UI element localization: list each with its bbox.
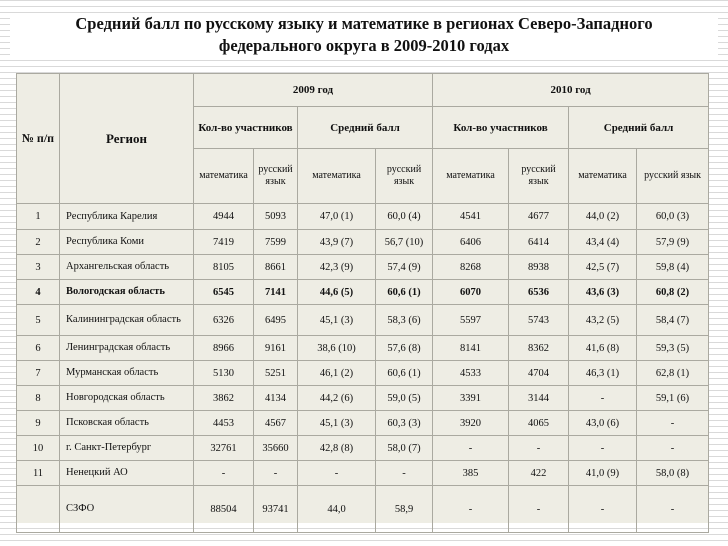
cell-region: Новгородская область (60, 386, 194, 411)
cell-value: 46,1 (2) (298, 361, 376, 386)
cell-region: Мурманская область (60, 361, 194, 386)
cell-value: 5743 (509, 305, 569, 336)
cell-value: 3144 (509, 386, 569, 411)
cell-region: Ленинградская область (60, 336, 194, 361)
cell-value: 38,6 (10) (298, 336, 376, 361)
col-header-participants-2010: Кол-во участников (433, 107, 569, 149)
sub-header-russian: русский язык (254, 149, 298, 204)
cell-value: - (637, 486, 709, 533)
cell-value: 5597 (433, 305, 509, 336)
cell-value: 4065 (509, 411, 569, 436)
cell-value: - (569, 486, 637, 533)
cell-value: 47,0 (1) (298, 204, 376, 230)
table-row (17, 461, 709, 486)
cell-value: 43,0 (6) (569, 411, 637, 436)
cell-value: 58,4 (7) (637, 305, 709, 336)
cell-region: Архангельская область (60, 255, 194, 280)
col-header-2009: 2009 год (194, 74, 433, 107)
cell-region: Республика Карелия (60, 204, 194, 230)
cell-value: 35660 (254, 436, 298, 461)
cell-value: 59,0 (5) (376, 386, 433, 411)
sub-header-math: математика (298, 149, 376, 204)
cell-number: 6 (17, 336, 60, 361)
cell-value: 6495 (254, 305, 298, 336)
cell-value: 5251 (254, 361, 298, 386)
cell-value: - (433, 436, 509, 461)
cell-value: 43,2 (5) (569, 305, 637, 336)
cell-value: 5130 (194, 361, 254, 386)
cell-number: 10 (17, 436, 60, 461)
cell-value: 8141 (433, 336, 509, 361)
cell-value: 4533 (433, 361, 509, 386)
cell-value: - (509, 436, 569, 461)
cell-value: 4541 (433, 204, 509, 230)
cell-value: 45,1 (3) (298, 411, 376, 436)
cell-value: 60,0 (3) (637, 204, 709, 230)
cell-region: Калининградская область (60, 305, 194, 336)
cell-value: - (433, 486, 509, 533)
cell-value: - (254, 461, 298, 486)
cell-value: - (194, 461, 254, 486)
cell-value: 32761 (194, 436, 254, 461)
cell-value: 7599 (254, 230, 298, 255)
sub-header-russian: русский язык (376, 149, 433, 204)
cell-value: 4677 (509, 204, 569, 230)
table-row (17, 411, 709, 436)
cell-value: 58,0 (8) (637, 461, 709, 486)
cell-value: 385 (433, 461, 509, 486)
cell-value: 44,0 (2) (569, 204, 637, 230)
cell-value: 42,8 (8) (298, 436, 376, 461)
cell-value: 60,6 (1) (376, 361, 433, 386)
cell-number (17, 486, 60, 533)
cell-value: - (298, 461, 376, 486)
cell-value: 59,8 (4) (637, 255, 709, 280)
cell-value: 4567 (254, 411, 298, 436)
cell-number: 3 (17, 255, 60, 280)
cell-value: 8966 (194, 336, 254, 361)
cell-value: 44,2 (6) (298, 386, 376, 411)
cell-value: 43,6 (3) (569, 280, 637, 305)
cell-region: г. Санкт-Петербург (60, 436, 194, 461)
cell-value: 44,0 (298, 486, 376, 533)
cell-value: 56,7 (10) (376, 230, 433, 255)
cell-value: 57,9 (9) (637, 230, 709, 255)
cell-number: 8 (17, 386, 60, 411)
results-table-container (16, 73, 708, 523)
cell-value: 57,6 (8) (376, 336, 433, 361)
table-row (17, 436, 709, 461)
cell-region: Ненецкий АО (60, 461, 194, 486)
col-header-avg-2010: Средний балл (569, 107, 709, 149)
cell-number: 1 (17, 204, 60, 230)
cell-region: Вологодская область (60, 280, 194, 305)
cell-number: 7 (17, 361, 60, 386)
table-row (17, 230, 709, 255)
table-row (17, 386, 709, 411)
cell-value: 422 (509, 461, 569, 486)
cell-value: - (509, 486, 569, 533)
cell-value: 3920 (433, 411, 509, 436)
cell-value: 4453 (194, 411, 254, 436)
cell-value: 4704 (509, 361, 569, 386)
cell-value: 8938 (509, 255, 569, 280)
cell-region: СЗФО (60, 486, 194, 533)
cell-value: 5093 (254, 204, 298, 230)
cell-number: 5 (17, 305, 60, 336)
cell-value: 41,6 (8) (569, 336, 637, 361)
cell-value: 43,9 (7) (298, 230, 376, 255)
cell-number: 4 (17, 280, 60, 305)
cell-value: 60,8 (2) (637, 280, 709, 305)
cell-value: 6070 (433, 280, 509, 305)
cell-value: 93741 (254, 486, 298, 533)
cell-value: 60,0 (4) (376, 204, 433, 230)
results-table (16, 73, 709, 533)
col-header-participants-2009: Кол-во участников (194, 107, 298, 149)
cell-value: 60,3 (3) (376, 411, 433, 436)
table-row (17, 255, 709, 280)
cell-value: 58,9 (376, 486, 433, 533)
sub-header-math: математика (569, 149, 637, 204)
sub-header-math: математика (433, 149, 509, 204)
cell-value: 44,6 (5) (298, 280, 376, 305)
cell-value: - (637, 436, 709, 461)
cell-value: 6326 (194, 305, 254, 336)
table-row (17, 204, 709, 230)
cell-value: 43,4 (4) (569, 230, 637, 255)
cell-value: 88504 (194, 486, 254, 533)
cell-value: 8268 (433, 255, 509, 280)
table-row (17, 486, 709, 533)
cell-value: 57,4 (9) (376, 255, 433, 280)
cell-value: - (376, 461, 433, 486)
cell-value: 60,6 (1) (376, 280, 433, 305)
cell-value: 3391 (433, 386, 509, 411)
cell-region: Псковская область (60, 411, 194, 436)
col-header-number: № п/п (17, 74, 60, 204)
title-line-1: Средний балл по русскому языку и математике в регионах Северо-Западного (75, 14, 653, 33)
cell-number: 11 (17, 461, 60, 486)
table-row (17, 280, 709, 305)
cell-value: 6545 (194, 280, 254, 305)
cell-number: 9 (17, 411, 60, 436)
cell-value: 7419 (194, 230, 254, 255)
cell-value: - (569, 436, 637, 461)
cell-value: 41,0 (9) (569, 461, 637, 486)
cell-value: 6536 (509, 280, 569, 305)
table-row (17, 361, 709, 386)
cell-value: - (637, 411, 709, 436)
cell-value: 59,3 (5) (637, 336, 709, 361)
table-body (17, 204, 709, 533)
col-header-2010: 2010 год (433, 74, 709, 107)
page-title (10, 13, 718, 57)
sub-header-russian: русский язык (509, 149, 569, 204)
cell-value: 4944 (194, 204, 254, 230)
cell-value: 46,3 (1) (569, 361, 637, 386)
cell-value: 42,5 (7) (569, 255, 637, 280)
cell-value: 62,8 (1) (637, 361, 709, 386)
cell-value: 59,1 (6) (637, 386, 709, 411)
col-header-region: Регион (60, 74, 194, 204)
cell-value: 7141 (254, 280, 298, 305)
cell-value: 8362 (509, 336, 569, 361)
sub-header-russian: русский язык (637, 149, 709, 204)
table-row (17, 305, 709, 336)
cell-value: 45,1 (3) (298, 305, 376, 336)
title-line-2: федерального округа в 2009-2010 годах (218, 36, 510, 55)
cell-value: 8105 (194, 255, 254, 280)
cell-value: 8661 (254, 255, 298, 280)
sub-header-math: математика (194, 149, 254, 204)
cell-number: 2 (17, 230, 60, 255)
cell-value: 58,3 (6) (376, 305, 433, 336)
cell-region: Республика Коми (60, 230, 194, 255)
col-header-avg-2009: Средний балл (298, 107, 433, 149)
cell-value: 6414 (509, 230, 569, 255)
header-row-years (17, 74, 709, 107)
table-row (17, 336, 709, 361)
cell-value: - (569, 386, 637, 411)
cell-value: 9161 (254, 336, 298, 361)
cell-value: 4134 (254, 386, 298, 411)
cell-value: 58,0 (7) (376, 436, 433, 461)
cell-value: 6406 (433, 230, 509, 255)
cell-value: 3862 (194, 386, 254, 411)
cell-value: 42,3 (9) (298, 255, 376, 280)
